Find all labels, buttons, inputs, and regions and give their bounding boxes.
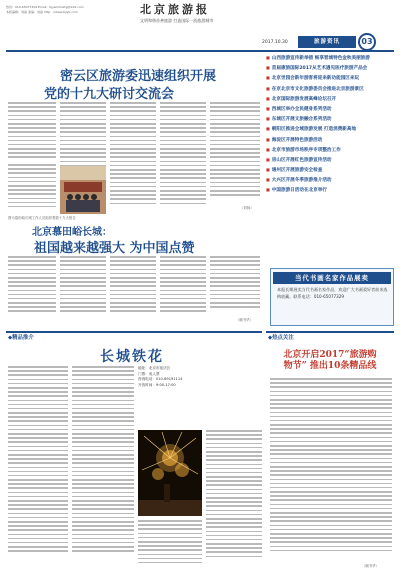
article2-title-line2: 祖国越来越强大 为中国点赞 (34, 241, 195, 256)
sidebar-item[interactable] (266, 66, 394, 72)
bullet-icon: ■ (266, 177, 270, 183)
article1-body-col1 (8, 102, 56, 164)
info-address: 地址：北京市延庆区 (138, 366, 171, 370)
sidebar-item[interactable] (266, 168, 394, 174)
feature-body-col3 (206, 430, 262, 568)
feature-section-label: ◆精品推介 (8, 335, 34, 341)
bullet-icon: ■ (266, 136, 270, 142)
sidebar-item[interactable] (266, 107, 394, 113)
masthead-slogan: 文明和谐首善旅游 打造国际一流旅游城市 (140, 18, 214, 23)
sidebar-item[interactable] (266, 97, 394, 103)
sidebar-item-label: 在京北京市文化旅游委员会推进北京旅游景区 (271, 86, 364, 92)
feature-photo (138, 430, 202, 516)
sidebar-item-label: 大兴区开展冬季旅游推介活动 (271, 178, 332, 184)
bullet-icon: ■ (266, 105, 270, 111)
bullet-icon: ■ (266, 65, 270, 71)
hot-title-line1: 北京开启2017“旅游购 (283, 350, 377, 360)
feature-section-rule (6, 331, 262, 333)
sidebar-item-label: 东城区开展文旅融合系列活动 (271, 117, 332, 123)
bullet-icon: ■ (266, 146, 270, 152)
article2-body-col1 (8, 256, 56, 320)
calligraphy-ad-box (270, 268, 394, 326)
sidebar-item[interactable] (266, 148, 394, 154)
sidebar-item-label: 通州区开展旅游安全检查 (271, 168, 323, 174)
article2-photo (60, 166, 106, 214)
sidebar-item[interactable] (266, 117, 394, 123)
sidebar-item[interactable] (266, 188, 394, 194)
article1-body-col5 (210, 102, 260, 206)
bullet-icon: ■ (266, 95, 270, 101)
sidebar-item[interactable] (266, 178, 394, 184)
meeting-photo-image (60, 166, 106, 214)
issue-date: 2017.10.30 (262, 40, 288, 45)
article1-body-col1b (8, 164, 56, 214)
masthead: 北京旅游报 (140, 3, 210, 16)
page-header (0, 0, 400, 34)
hot-body (270, 378, 392, 568)
article2-body-col2 (60, 256, 106, 320)
sidebar-item-label: 北京市旅游市场秩序专项整治工作 (271, 147, 341, 153)
iron-flower-fireworks-image (138, 430, 202, 516)
hot-section-label: ◆热点关注 (268, 335, 294, 341)
header-rule (6, 50, 394, 52)
article2-body-col3 (110, 256, 156, 320)
info-phone: 咨询电话：010-69191114 (138, 377, 183, 382)
article2-title-line1: 北京慕田峪长城： (32, 227, 112, 238)
sidebar-item[interactable] (266, 127, 394, 133)
sidebar-item-label: 首届康旅国际2017从艺术遇见医疗旅游产品会 (271, 66, 368, 72)
article2-body-col5 (210, 256, 260, 314)
bullet-icon: ■ (266, 156, 270, 162)
bullet-icon: ■ (266, 167, 270, 173)
section-label: 旅游资讯 (298, 36, 356, 48)
bullet-icon: ■ (266, 126, 270, 132)
article2-byline: （顾书华） (236, 318, 253, 322)
sidebar-item-label: 山西旅游宣传新举措 畅享晋城特色金秋美丽旅游 (271, 56, 370, 61)
feature-body-col2 (72, 366, 134, 568)
feature-body-col4 (138, 520, 202, 568)
hot-byline: （顾书华） (362, 564, 379, 568)
article1-body-col4 (160, 102, 206, 214)
feature-info-box (138, 366, 262, 428)
ad-body: 本报长期展卖当代书画名家作品，欢迎广大书画爱好者前来选购收藏。联系电话：010-65077329 (277, 287, 388, 299)
sidebar-item[interactable] (266, 138, 394, 144)
sidebar-item[interactable] (266, 56, 394, 62)
sidebar-item-label: 北京世园会新年游客将迎来新功能园区来玩 (271, 76, 360, 82)
sidebar-item-label: 海淀区开展特色旅游活动 (271, 137, 323, 143)
feature-title: 长城铁花 (100, 349, 164, 365)
article1-title-line1: 密云区旅游委迅速组织开展 (60, 69, 217, 84)
ad-title: 当代书画名家作品展卖 (273, 272, 391, 284)
news-index-sidebar (266, 56, 394, 199)
article1-title-line2: 党的十九大研讨交流会 (44, 87, 175, 102)
sidebar-item-label: 北京国际旅游发展高峰论坛召开 (271, 96, 337, 102)
sidebar-item[interactable] (266, 76, 394, 82)
info-hours: 开放时间：9:00-17:00 (138, 382, 176, 387)
bullet-icon: ■ (266, 187, 270, 193)
article2-body-col4 (160, 256, 206, 320)
sidebar-item-label: 中国旅游日活动在北京举行 (271, 188, 327, 194)
hot-section-rule (266, 331, 394, 333)
feature-body-col1 (8, 366, 68, 568)
hot-title-line2: 物节” 推出10条精品线 (283, 361, 377, 371)
contact-line: 热线：010-65077329 Email：bjysmhlsxtg@126.com (6, 5, 84, 9)
editor-line: 本版编辑：刘丽 美编：刘丽 http：//www.bjlyb.com (6, 10, 78, 14)
bullet-icon: ■ (266, 85, 270, 91)
page-number: 03 (358, 33, 376, 51)
sidebar-item[interactable] (266, 87, 394, 93)
sidebar-item[interactable] (266, 158, 394, 164)
article1-body-col3 (110, 102, 156, 214)
sidebar-item-label: 房山区开展红色旅游宣传活动 (271, 157, 332, 163)
sidebar-item-label: 朝阳区推进全域旅游发展 打造消费新高地 (271, 127, 357, 133)
bullet-icon: ■ (266, 116, 270, 122)
bullet-icon: ■ (266, 75, 270, 81)
article1-byline: （刘林） (240, 206, 254, 210)
sidebar-item-label: 西城区举办全民健身系列活动 (271, 106, 332, 112)
bullet-icon: ■ (266, 55, 270, 60)
article2-photo-caption: 图为慕田峪长城工作人员组织观看十九大报告 (8, 216, 76, 220)
info-ticket: 门票：成人票 (138, 371, 160, 376)
